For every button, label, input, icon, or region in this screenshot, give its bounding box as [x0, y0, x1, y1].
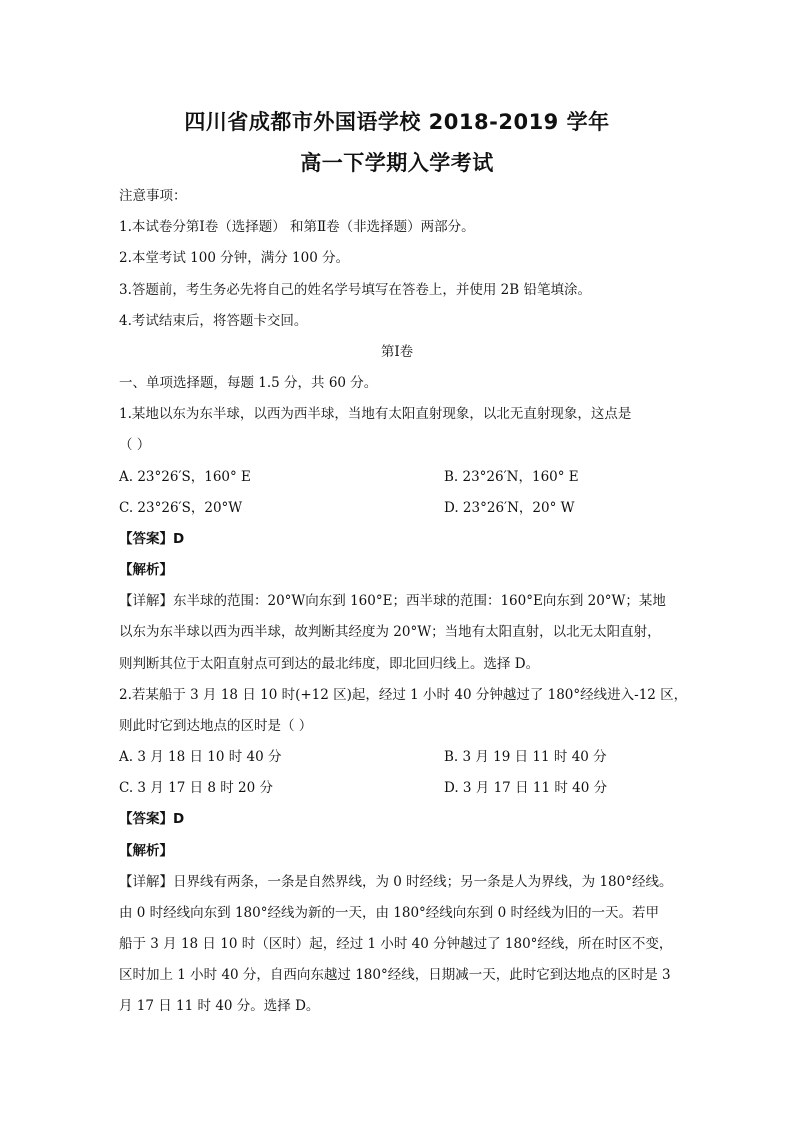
detail-line: 船于 3 月 18 日 10 时（区时）起，经过 1 小时 40 分钟越过了 180°经线，所在时区不变， [119, 936, 673, 952]
question-2-stem: 则此时它到达地点的区时是（ ） [119, 718, 313, 734]
document-title: 四川省成都市外国语学校 2018-2019 学年 [184, 110, 610, 134]
detail-line: 月 17 日 11 时 40 分。选择 D。 [119, 998, 320, 1014]
part-heading: 一、单项选择题，每题 1.5 分，共 60 分。 [119, 375, 378, 391]
detail-line: 则判断其位于太阳直射点可到达的最北纬度，即北回归线上。选择 D。 [119, 656, 540, 672]
option-c: C. 3 月 17 日 8 时 20 分 [119, 780, 274, 796]
analysis-label: 【解析】 [119, 562, 173, 578]
section-title: 第Ⅰ卷 [380, 344, 414, 360]
detail-line: 【详解】日界线有两条，一条是自然界线，为 0 时经线；另一条是人为界线，为 180°经线。 [119, 874, 673, 890]
option-b: B. 23°26′N，160° E [444, 469, 579, 485]
detail-line: 以东为东半球以西为西半球，故判断其经度为 20°W；当地有太阳直射，以北无太阳直射， [119, 624, 661, 640]
option-b: B. 3 月 19 日 11 时 40 分 [444, 749, 607, 765]
notice-item: 3.答题前，考生务必先将自己的姓名学号填写在答卷上，并使用 2B 铅笔填涂。 [119, 282, 591, 298]
option-a: A. 23°26′S，160° E [119, 469, 251, 485]
notice-item: 1.本试卷分第Ⅰ卷（选择题） 和第Ⅱ卷（非选择题）两部分。 [119, 219, 475, 235]
option-a: A. 3 月 18 日 10 时 40 分 [119, 749, 282, 765]
option-d: D. 3 月 17 日 11 时 40 分 [444, 780, 608, 796]
notice-heading: 注意事项： [119, 188, 187, 204]
option-c: C. 23°26′S，20°W [119, 500, 243, 516]
question-1-blank: （ ） [119, 437, 151, 453]
answer-label: 【答案】D [119, 531, 185, 547]
answer-label: 【答案】D [119, 811, 185, 827]
question-2-stem: 2.若某船于 3 月 18 日 10 时(+12 区)起，经过 1 小时 40 分钟越过了 180°经线进入-12 区， [119, 687, 688, 703]
detail-line: 由 0 时经线向东到 180°经线为新的一天，由 180°经线向东到 0 时经线为旧的一天。若甲 [119, 905, 659, 921]
notice-item: 2.本堂考试 100 分钟，满分 100 分。 [119, 250, 350, 266]
detail-line: 区时加上 1 小时 40 分，自西向东越过 180°经线，日期减一天，此时它到达地点的区时是 3 [119, 967, 671, 983]
question-1-stem: 1.某地以东为东半球，以西为西半球，当地有太阳直射现象，以北无直射现象，这点是 [119, 406, 632, 422]
option-d: D. 23°26′N，20° W [444, 500, 575, 516]
analysis-label: 【解析】 [119, 843, 173, 859]
notice-item: 4.考试结束后，将答题卡交回。 [119, 313, 308, 329]
detail-line: 【详解】东半球的范围：20°W向东到 160°E；西半球的范围：160°E向东到 20°W；某地 [119, 593, 666, 609]
document-subtitle: 高一下学期入学考试 [300, 151, 494, 175]
